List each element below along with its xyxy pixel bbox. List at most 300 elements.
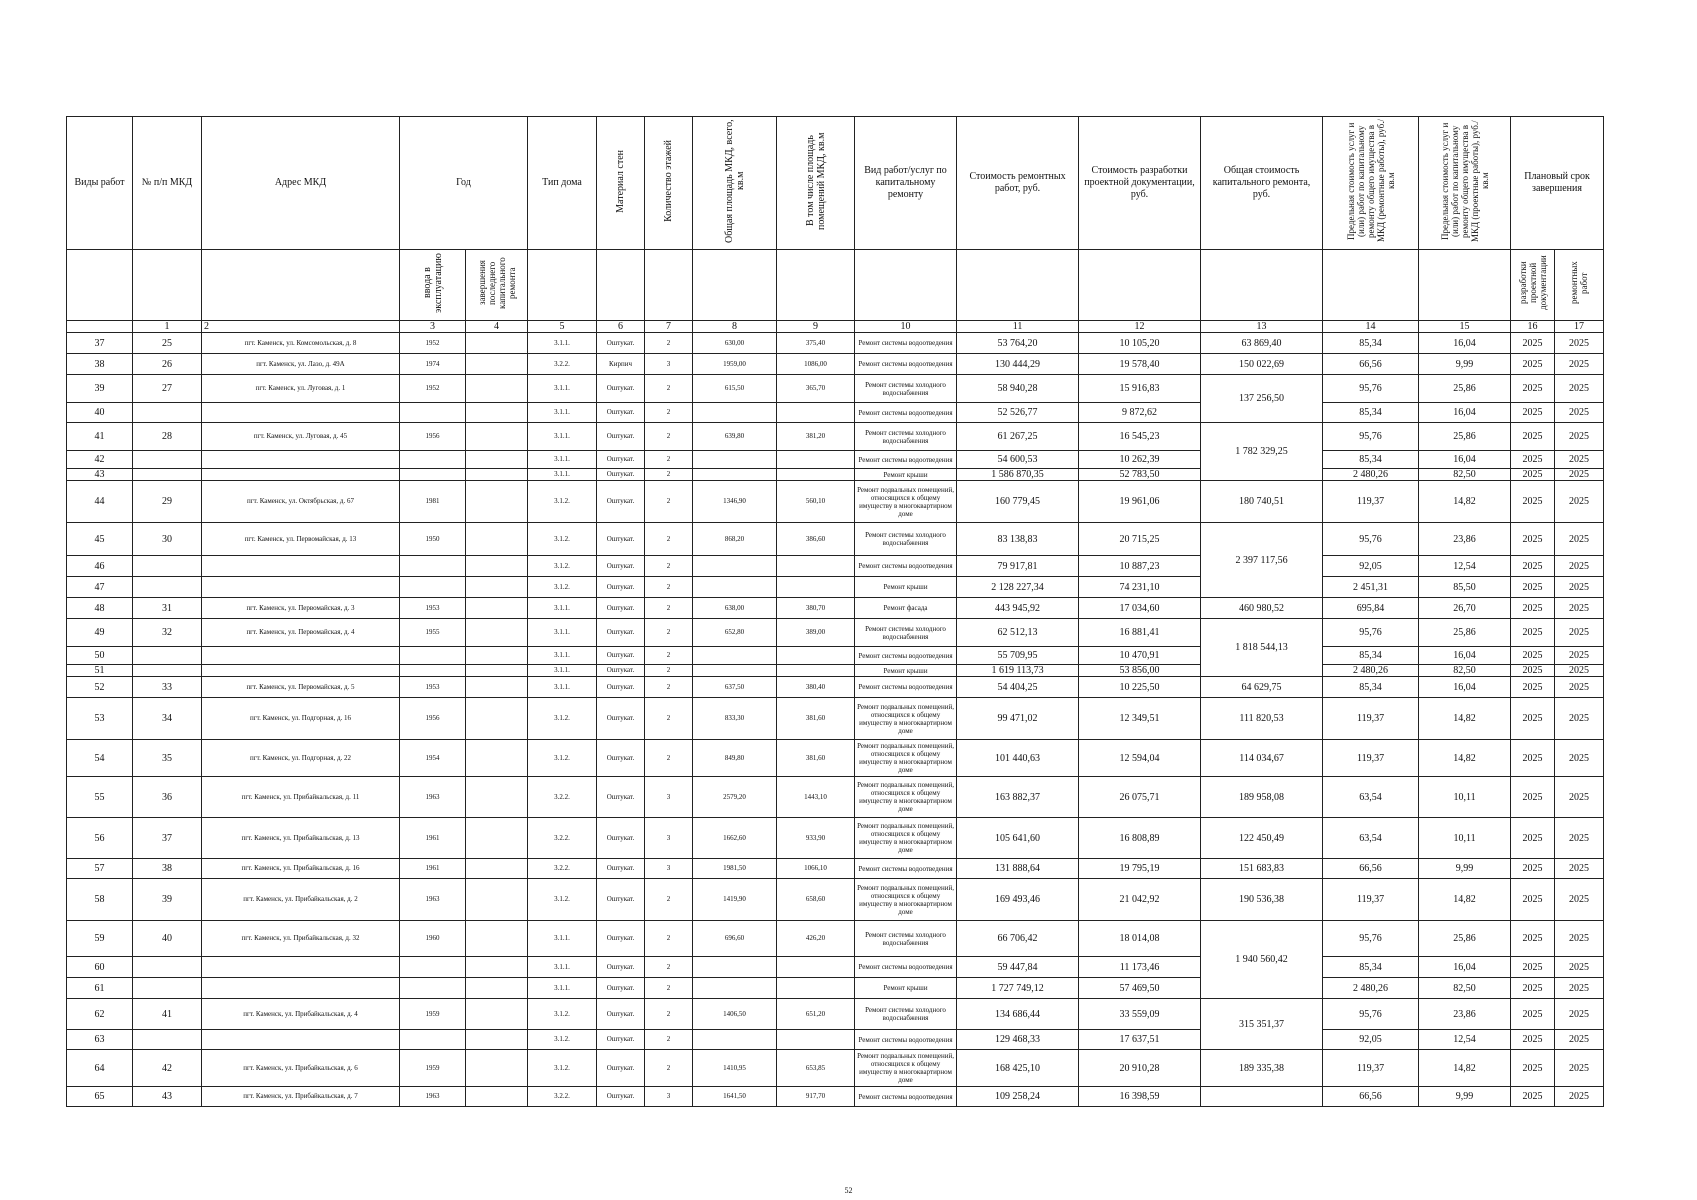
row-repair-cost: 134 686,44 bbox=[957, 999, 1079, 1030]
row-work-type: Ремонт системы водоотведения bbox=[855, 556, 957, 577]
row-year-repair bbox=[466, 481, 528, 523]
row-wall-material: Оштукат. bbox=[597, 619, 645, 647]
row-deadline-repair: 2025 bbox=[1555, 619, 1604, 647]
row-work-type: Ремонт подвальных помещений, относящихся к общему имуществу в многоквартирном доме bbox=[855, 818, 957, 859]
row-vid-rabot: 47 bbox=[67, 577, 133, 598]
row-total-area: 1959,00 bbox=[693, 354, 777, 375]
row-work-type: Ремонт подвальных помещений, относящихся к общему имуществу в многоквартирном доме bbox=[855, 777, 957, 818]
row-wall-material: Оштукат. bbox=[597, 598, 645, 619]
row-limit-repair: 66,56 bbox=[1323, 1087, 1419, 1107]
row-deadline-design: 2025 bbox=[1511, 375, 1555, 403]
row-floors: 2 bbox=[645, 481, 693, 523]
row-limit-design: 9,99 bbox=[1419, 1087, 1511, 1107]
row-year-repair bbox=[466, 333, 528, 354]
row-premises-area: 1443,10 bbox=[777, 777, 855, 818]
row-deadline-repair: 2025 bbox=[1555, 423, 1604, 451]
row-nomer-mkd: 43 bbox=[133, 1087, 202, 1107]
row-repair-cost: 443 945,92 bbox=[957, 598, 1079, 619]
row-deadline-repair: 2025 bbox=[1555, 647, 1604, 665]
row-limit-design: 82,50 bbox=[1419, 665, 1511, 677]
row-design-cost: 57 469,50 bbox=[1079, 978, 1201, 999]
row-year-built: 1953 bbox=[400, 598, 466, 619]
row-year-repair bbox=[466, 665, 528, 677]
row-address: пгт. Каменск, ул. Первомайская, д. 4 bbox=[202, 619, 400, 647]
row-total-area: 637,50 bbox=[693, 677, 777, 698]
row-limit-design: 23,86 bbox=[1419, 523, 1511, 556]
row-repair-cost: 131 888,64 bbox=[957, 859, 1079, 879]
row-total-area: 849,80 bbox=[693, 740, 777, 777]
row-repair-cost: 1 586 870,35 bbox=[957, 469, 1079, 481]
row-floors: 3 bbox=[645, 859, 693, 879]
row-year-repair bbox=[466, 978, 528, 999]
row-limit-repair: 85,34 bbox=[1323, 403, 1419, 423]
column-number: 13 bbox=[1201, 321, 1323, 333]
row-limit-repair: 2 480,26 bbox=[1323, 978, 1419, 999]
row-wall-material: Оштукат. bbox=[597, 921, 645, 957]
row-design-cost: 12 594,04 bbox=[1079, 740, 1201, 777]
row-total-area: 1981,50 bbox=[693, 859, 777, 879]
row-design-cost: 16 545,23 bbox=[1079, 423, 1201, 451]
row-year-built bbox=[400, 469, 466, 481]
header-blank-7 bbox=[597, 250, 645, 321]
row-deadline-design: 2025 bbox=[1511, 469, 1555, 481]
row-year-built: 1956 bbox=[400, 698, 466, 740]
row-deadline-repair: 2025 bbox=[1555, 556, 1604, 577]
row-year-repair bbox=[466, 1050, 528, 1087]
row-nomer-mkd bbox=[133, 403, 202, 423]
row-limit-design: 25,86 bbox=[1419, 423, 1511, 451]
row-address bbox=[202, 957, 400, 978]
row-nomer-mkd: 29 bbox=[133, 481, 202, 523]
row-premises-area: 380,70 bbox=[777, 598, 855, 619]
table-row bbox=[67, 469, 1604, 481]
row-premises-area: 560,10 bbox=[777, 481, 855, 523]
row-wall-material: Оштукат. bbox=[597, 698, 645, 740]
row-limit-repair: 119,37 bbox=[1323, 740, 1419, 777]
row-vid-rabot: 54 bbox=[67, 740, 133, 777]
row-total-cost: 1 940 560,42 bbox=[1201, 921, 1323, 999]
column-number: 6 bbox=[597, 321, 645, 333]
row-limit-repair: 2 480,26 bbox=[1323, 469, 1419, 481]
row-repair-cost: 129 468,33 bbox=[957, 1030, 1079, 1050]
row-floors: 2 bbox=[645, 423, 693, 451]
row-total-area: 833,30 bbox=[693, 698, 777, 740]
row-deadline-design: 2025 bbox=[1511, 647, 1555, 665]
row-nomer-mkd: 41 bbox=[133, 999, 202, 1030]
row-year-built: 1963 bbox=[400, 777, 466, 818]
row-address: пгт. Каменск, ул. Первомайская, д. 13 bbox=[202, 523, 400, 556]
row-work-type: Ремонт крыши bbox=[855, 978, 957, 999]
table-row bbox=[67, 677, 1604, 698]
row-work-type: Ремонт системы холодного водоснабжения bbox=[855, 921, 957, 957]
row-deadline-design: 2025 bbox=[1511, 957, 1555, 978]
header-pred-pd-text: Предельная стоимость услуг и (или) работ по капитальному ремонту общего имущества в МКД (проектные работы), руб./кв.м bbox=[1439, 120, 1490, 242]
header-blank-3 bbox=[202, 250, 400, 321]
row-deadline-repair: 2025 bbox=[1555, 481, 1604, 523]
row-year-repair bbox=[466, 556, 528, 577]
row-limit-design: 25,86 bbox=[1419, 619, 1511, 647]
row-house-type: 3.1.2. bbox=[528, 879, 597, 921]
row-deadline-design: 2025 bbox=[1511, 354, 1555, 375]
row-deadline-design: 2025 bbox=[1511, 677, 1555, 698]
row-house-type: 3.1.2. bbox=[528, 523, 597, 556]
row-premises-area bbox=[777, 978, 855, 999]
row-year-repair bbox=[466, 375, 528, 403]
row-year-repair bbox=[466, 859, 528, 879]
row-floors: 2 bbox=[645, 647, 693, 665]
row-deadline-repair: 2025 bbox=[1555, 577, 1604, 598]
row-total-cost: 1 782 329,25 bbox=[1201, 423, 1323, 481]
row-nomer-mkd: 39 bbox=[133, 879, 202, 921]
row-design-cost: 10 105,20 bbox=[1079, 333, 1201, 354]
row-address bbox=[202, 577, 400, 598]
row-total-cost: 315 351,37 bbox=[1201, 999, 1323, 1050]
row-work-type: Ремонт системы холодного водоснабжения bbox=[855, 523, 957, 556]
row-total-cost: 1 818 544,13 bbox=[1201, 619, 1323, 677]
row-house-type: 3.1.2. bbox=[528, 999, 597, 1030]
row-deadline-design: 2025 bbox=[1511, 598, 1555, 619]
column-number-blank bbox=[67, 321, 133, 333]
row-premises-area: 1086,00 bbox=[777, 354, 855, 375]
row-year-built bbox=[400, 647, 466, 665]
row-repair-cost: 130 444,29 bbox=[957, 354, 1079, 375]
row-house-type: 3.2.2. bbox=[528, 818, 597, 859]
row-year-built bbox=[400, 978, 466, 999]
row-limit-repair: 95,76 bbox=[1323, 999, 1419, 1030]
row-year-repair bbox=[466, 1087, 528, 1107]
row-deadline-repair: 2025 bbox=[1555, 677, 1604, 698]
row-floors: 2 bbox=[645, 921, 693, 957]
row-address: пгт. Каменск, ул. Прибайкальская, д. 6 bbox=[202, 1050, 400, 1087]
row-design-cost: 10 887,23 bbox=[1079, 556, 1201, 577]
row-limit-design: 16,04 bbox=[1419, 957, 1511, 978]
header-blank-9 bbox=[693, 250, 777, 321]
row-work-type: Ремонт крыши bbox=[855, 665, 957, 677]
row-total-area: 868,20 bbox=[693, 523, 777, 556]
column-number: 16 bbox=[1511, 321, 1555, 333]
row-work-type: Ремонт системы водоотведения bbox=[855, 1030, 957, 1050]
row-total-area bbox=[693, 978, 777, 999]
row-repair-cost: 1 619 113,73 bbox=[957, 665, 1079, 677]
row-deadline-repair: 2025 bbox=[1555, 921, 1604, 957]
row-repair-cost: 59 447,84 bbox=[957, 957, 1079, 978]
row-deadline-repair: 2025 bbox=[1555, 665, 1604, 677]
row-limit-repair: 95,76 bbox=[1323, 523, 1419, 556]
header-blank-11 bbox=[855, 250, 957, 321]
row-year-built bbox=[400, 556, 466, 577]
row-vid-rabot: 48 bbox=[67, 598, 133, 619]
row-design-cost: 74 231,10 bbox=[1079, 577, 1201, 598]
row-repair-cost: 109 258,24 bbox=[957, 1087, 1079, 1107]
table-row bbox=[67, 957, 1604, 978]
table-row bbox=[67, 818, 1604, 859]
row-floors: 2 bbox=[645, 598, 693, 619]
table-row bbox=[67, 333, 1604, 354]
column-number: 17 bbox=[1555, 321, 1604, 333]
table-row bbox=[67, 598, 1604, 619]
row-year-built: 1981 bbox=[400, 481, 466, 523]
row-total-cost: 2 397 117,56 bbox=[1201, 523, 1323, 598]
row-wall-material: Оштукат. bbox=[597, 665, 645, 677]
row-wall-material: Оштукат. bbox=[597, 481, 645, 523]
row-floors: 2 bbox=[645, 999, 693, 1030]
row-wall-material: Оштукат. bbox=[597, 978, 645, 999]
header-obsh-pl-text: Общая площадь МКД, всего, кв.м bbox=[723, 119, 746, 243]
row-limit-design: 14,82 bbox=[1419, 1050, 1511, 1087]
table-row bbox=[67, 403, 1604, 423]
row-year-repair bbox=[466, 577, 528, 598]
row-address: пгт. Каменск, ул. Первомайская, д. 3 bbox=[202, 598, 400, 619]
row-deadline-repair: 2025 bbox=[1555, 879, 1604, 921]
row-year-repair bbox=[466, 777, 528, 818]
row-total-cost: 460 980,52 bbox=[1201, 598, 1323, 619]
row-nomer-mkd bbox=[133, 556, 202, 577]
row-address: пгт. Каменск, ул. Комсомольская, д. 8 bbox=[202, 333, 400, 354]
row-nomer-mkd: 37 bbox=[133, 818, 202, 859]
row-total-cost: 111 820,53 bbox=[1201, 698, 1323, 740]
row-year-built: 1974 bbox=[400, 354, 466, 375]
row-house-type: 3.2.2. bbox=[528, 859, 597, 879]
row-deadline-repair: 2025 bbox=[1555, 957, 1604, 978]
row-deadline-repair: 2025 bbox=[1555, 859, 1604, 879]
column-number: 12 bbox=[1079, 321, 1201, 333]
row-deadline-design: 2025 bbox=[1511, 740, 1555, 777]
row-limit-design: 10,11 bbox=[1419, 818, 1511, 859]
row-limit-design: 14,82 bbox=[1419, 740, 1511, 777]
row-design-cost: 16 808,89 bbox=[1079, 818, 1201, 859]
row-address bbox=[202, 451, 400, 469]
row-limit-design: 12,54 bbox=[1419, 556, 1511, 577]
row-deadline-design: 2025 bbox=[1511, 451, 1555, 469]
row-deadline-repair: 2025 bbox=[1555, 523, 1604, 556]
row-year-built: 1954 bbox=[400, 740, 466, 777]
row-house-type: 3.1.2. bbox=[528, 481, 597, 523]
row-wall-material: Оштукат. bbox=[597, 647, 645, 665]
row-floors: 2 bbox=[645, 375, 693, 403]
row-total-cost: 180 740,51 bbox=[1201, 481, 1323, 523]
row-design-cost: 21 042,92 bbox=[1079, 879, 1201, 921]
row-limit-repair: 85,34 bbox=[1323, 677, 1419, 698]
column-numbers-row bbox=[67, 321, 1604, 333]
row-floors: 3 bbox=[645, 777, 693, 818]
row-limit-repair: 95,76 bbox=[1323, 423, 1419, 451]
row-wall-material: Оштукат. bbox=[597, 740, 645, 777]
row-total-cost: 122 450,49 bbox=[1201, 818, 1323, 859]
column-number: 5 bbox=[528, 321, 597, 333]
column-number: 11 bbox=[957, 321, 1079, 333]
row-design-cost: 12 349,51 bbox=[1079, 698, 1201, 740]
row-repair-cost: 2 128 227,34 bbox=[957, 577, 1079, 598]
row-premises-area bbox=[777, 469, 855, 481]
row-design-cost: 9 872,62 bbox=[1079, 403, 1201, 423]
row-limit-repair: 85,34 bbox=[1323, 957, 1419, 978]
row-house-type: 3.1.1. bbox=[528, 978, 597, 999]
row-repair-cost: 58 940,28 bbox=[957, 375, 1079, 403]
row-limit-design: 14,82 bbox=[1419, 879, 1511, 921]
row-floors: 3 bbox=[645, 354, 693, 375]
row-limit-repair: 95,76 bbox=[1323, 375, 1419, 403]
row-house-type: 3.1.1. bbox=[528, 423, 597, 451]
column-number: 14 bbox=[1323, 321, 1419, 333]
row-deadline-design: 2025 bbox=[1511, 1087, 1555, 1107]
row-nomer-mkd bbox=[133, 665, 202, 677]
row-nomer-mkd: 25 bbox=[133, 333, 202, 354]
row-limit-design: 14,82 bbox=[1419, 481, 1511, 523]
row-premises-area: 917,70 bbox=[777, 1087, 855, 1107]
row-total-cost: 150 022,69 bbox=[1201, 354, 1323, 375]
row-deadline-design: 2025 bbox=[1511, 556, 1555, 577]
row-floors: 2 bbox=[645, 619, 693, 647]
row-limit-design: 25,86 bbox=[1419, 375, 1511, 403]
row-limit-design: 85,50 bbox=[1419, 577, 1511, 598]
row-limit-design: 16,04 bbox=[1419, 647, 1511, 665]
row-vid-rabot: 58 bbox=[67, 879, 133, 921]
row-total-area: 1662,60 bbox=[693, 818, 777, 859]
row-design-cost: 53 856,00 bbox=[1079, 665, 1201, 677]
row-deadline-design: 2025 bbox=[1511, 777, 1555, 818]
row-house-type: 3.1.2. bbox=[528, 556, 597, 577]
row-total-cost: 64 629,75 bbox=[1201, 677, 1323, 698]
row-repair-cost: 101 440,63 bbox=[957, 740, 1079, 777]
row-premises-area bbox=[777, 647, 855, 665]
page-number: 52 bbox=[844, 1186, 853, 1195]
row-premises-area bbox=[777, 1030, 855, 1050]
row-wall-material: Оштукат. bbox=[597, 375, 645, 403]
row-design-cost: 19 578,40 bbox=[1079, 354, 1201, 375]
row-vid-rabot: 39 bbox=[67, 375, 133, 403]
row-house-type: 3.2.2. bbox=[528, 354, 597, 375]
row-year-built: 1963 bbox=[400, 1087, 466, 1107]
row-address: пгт. Каменск, ул. Подгорная, д. 16 bbox=[202, 698, 400, 740]
row-wall-material: Оштукат. bbox=[597, 403, 645, 423]
capital-repair-table-container bbox=[66, 116, 1604, 1107]
row-house-type: 3.1.2. bbox=[528, 1050, 597, 1087]
row-premises-area: 651,20 bbox=[777, 999, 855, 1030]
row-premises-area: 375,40 bbox=[777, 333, 855, 354]
row-total-area: 630,00 bbox=[693, 333, 777, 354]
row-limit-design: 16,04 bbox=[1419, 403, 1511, 423]
row-total-area bbox=[693, 665, 777, 677]
row-work-type: Ремонт подвальных помещений, относящихся к общему имуществу в многоквартирном доме bbox=[855, 481, 957, 523]
row-house-type: 3.1.1. bbox=[528, 647, 597, 665]
row-design-cost: 26 075,71 bbox=[1079, 777, 1201, 818]
row-nomer-mkd: 38 bbox=[133, 859, 202, 879]
header-vid-rabot-uslug: Вид работ/услуг по капитальному ремонту bbox=[855, 117, 957, 250]
header-vid-rabot: Виды работ bbox=[67, 117, 133, 250]
row-nomer-mkd: 36 bbox=[133, 777, 202, 818]
table-row bbox=[67, 879, 1604, 921]
table-row bbox=[67, 556, 1604, 577]
row-year-built: 1961 bbox=[400, 818, 466, 859]
row-design-cost: 20 715,25 bbox=[1079, 523, 1201, 556]
row-year-repair bbox=[466, 423, 528, 451]
row-premises-area bbox=[777, 403, 855, 423]
header-material bbox=[597, 117, 645, 250]
table-row bbox=[67, 777, 1604, 818]
row-wall-material: Оштукат. bbox=[597, 999, 645, 1030]
row-limit-design: 82,50 bbox=[1419, 469, 1511, 481]
row-year-built: 1959 bbox=[400, 1050, 466, 1087]
row-limit-design: 9,99 bbox=[1419, 354, 1511, 375]
row-year-repair bbox=[466, 598, 528, 619]
row-wall-material: Оштукат. bbox=[597, 577, 645, 598]
row-deadline-repair: 2025 bbox=[1555, 1030, 1604, 1050]
row-floors: 3 bbox=[645, 818, 693, 859]
row-work-type: Ремонт системы водоотведения bbox=[855, 859, 957, 879]
row-address: пгт. Каменск, ул. Луговая, д. 45 bbox=[202, 423, 400, 451]
row-limit-repair: 92,05 bbox=[1323, 556, 1419, 577]
row-nomer-mkd bbox=[133, 577, 202, 598]
row-total-cost: 114 034,67 bbox=[1201, 740, 1323, 777]
row-deadline-design: 2025 bbox=[1511, 1050, 1555, 1087]
header-pred-rem bbox=[1323, 117, 1419, 250]
row-vid-rabot: 64 bbox=[67, 1050, 133, 1087]
row-total-cost bbox=[1201, 1087, 1323, 1107]
row-premises-area: 426,20 bbox=[777, 921, 855, 957]
row-total-area bbox=[693, 556, 777, 577]
row-premises-area: 933,90 bbox=[777, 818, 855, 859]
row-premises-area: 380,40 bbox=[777, 677, 855, 698]
row-year-repair bbox=[466, 354, 528, 375]
row-limit-design: 82,50 bbox=[1419, 978, 1511, 999]
row-house-type: 3.1.2. bbox=[528, 577, 597, 598]
row-floors: 2 bbox=[645, 403, 693, 423]
row-year-repair bbox=[466, 469, 528, 481]
row-work-type: Ремонт системы водоотведения bbox=[855, 354, 957, 375]
row-deadline-design: 2025 bbox=[1511, 879, 1555, 921]
row-deadline-design: 2025 bbox=[1511, 423, 1555, 451]
row-design-cost: 17 034,60 bbox=[1079, 598, 1201, 619]
column-number: 8 bbox=[693, 321, 777, 333]
row-wall-material: Оштукат. bbox=[597, 469, 645, 481]
header-blank-8 bbox=[645, 250, 693, 321]
column-number: 3 bbox=[400, 321, 466, 333]
table-body bbox=[67, 333, 1604, 1107]
table-row bbox=[67, 698, 1604, 740]
row-year-built bbox=[400, 665, 466, 677]
row-deadline-design: 2025 bbox=[1511, 523, 1555, 556]
row-deadline-repair: 2025 bbox=[1555, 818, 1604, 859]
row-wall-material: Оштукат. bbox=[597, 1030, 645, 1050]
row-limit-repair: 119,37 bbox=[1323, 879, 1419, 921]
header-srok-rem bbox=[1555, 250, 1604, 321]
row-address bbox=[202, 556, 400, 577]
column-number: 2 bbox=[202, 321, 400, 333]
row-year-built bbox=[400, 957, 466, 978]
row-wall-material: Оштукат. bbox=[597, 423, 645, 451]
row-total-area: 639,80 bbox=[693, 423, 777, 451]
row-premises-area bbox=[777, 556, 855, 577]
row-address: пгт. Каменск, ул. Прибайкальская, д. 16 bbox=[202, 859, 400, 879]
row-address: пгт. Каменск, ул. Прибайкальская, д. 13 bbox=[202, 818, 400, 859]
table-row bbox=[67, 859, 1604, 879]
table-row bbox=[67, 665, 1604, 677]
row-house-type: 3.1.2. bbox=[528, 740, 597, 777]
row-limit-design: 14,82 bbox=[1419, 698, 1511, 740]
row-address bbox=[202, 665, 400, 677]
header-srok-pd-text: разработки проектной документации bbox=[1517, 255, 1548, 311]
row-year-built: 1959 bbox=[400, 999, 466, 1030]
header-blank-2 bbox=[133, 250, 202, 321]
row-floors: 2 bbox=[645, 523, 693, 556]
table-row bbox=[67, 978, 1604, 999]
row-address: пгт. Каменск, ул. Прибайкальская, д. 32 bbox=[202, 921, 400, 957]
row-wall-material: Оштукат. bbox=[597, 523, 645, 556]
row-design-cost: 52 783,50 bbox=[1079, 469, 1201, 481]
column-number: 10 bbox=[855, 321, 957, 333]
row-design-cost: 15 916,83 bbox=[1079, 375, 1201, 403]
column-number: 15 bbox=[1419, 321, 1511, 333]
